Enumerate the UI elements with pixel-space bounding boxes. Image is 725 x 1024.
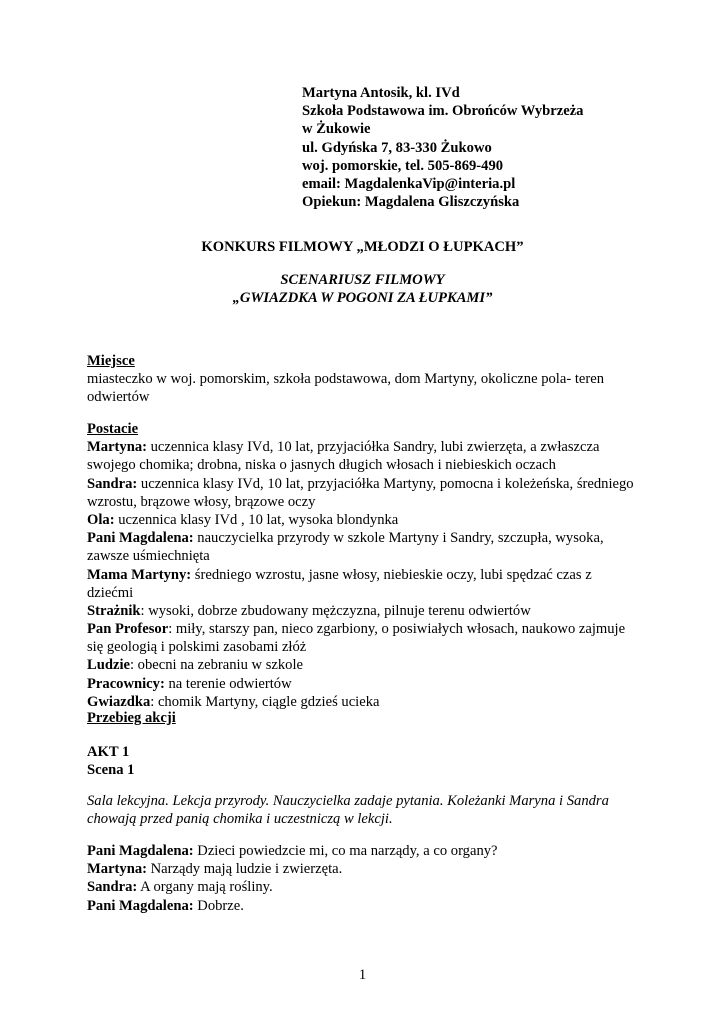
characters-section: [87, 420, 647, 711]
speaker-name: Pani Magdalena:: [87, 897, 194, 914]
dialogue-text: Narządy mają ludzie i zwierzęta.: [146, 861, 343, 878]
dialogue-line: [87, 842, 647, 860]
character-name: Pani Magdalena:: [87, 530, 194, 547]
act-scene: [87, 743, 647, 779]
character-desc-cont: się geologią i polskimi zasobami złóż: [87, 639, 307, 656]
character-desc: średniego wzrostu, jasne włosy, niebieskie oczy, lubi spędzać czas z: [191, 566, 592, 583]
header-line-town: w Żukowie: [302, 121, 371, 138]
dialogue-text: Dobrze.: [193, 897, 244, 914]
character-ludzie: [87, 656, 647, 674]
character-name: Mama Martyny:: [87, 566, 192, 583]
character-ola: [87, 511, 647, 529]
page-number: 1: [358, 967, 367, 983]
character-pan-profesor: [87, 620, 647, 638]
place-section: [87, 352, 647, 407]
character-name: Strażnik: [87, 602, 141, 619]
character-martyna: [87, 438, 647, 456]
character-name: Pracownicy:: [87, 675, 165, 692]
speaker-name: Martyna:: [87, 861, 147, 878]
character-pani-magdalena: [87, 529, 647, 547]
plot-heading: [87, 709, 647, 727]
author-header: [302, 84, 583, 211]
dialogue-line: [87, 860, 647, 878]
dialogue-line: [87, 897, 647, 915]
character-name: Gwiazdka: [87, 693, 151, 710]
character-desc-cont: swojego chomika; drobna, niska o jasnych długich włosach i niebieskich oczach: [87, 457, 556, 474]
place-text-line1: miasteczko w woj. pomorskim, szkoła podstawowa, dom Martyny, okoliczne pola- teren: [87, 371, 605, 388]
header-line-school: Szkoła Podstawowa im. Obrońców Wybrzeża: [302, 103, 584, 120]
scenario-title: SCENARIUSZ FILMOWY: [280, 272, 445, 288]
header-line-phone: woj. pomorskie, tel. 505-869-490: [302, 157, 504, 174]
header-line-author: Martyna Antosik, kl. IVd: [302, 85, 460, 101]
character-desc: na terenie odwiertów: [164, 675, 292, 692]
header-line-address: ul. Gdyńska 7, 83-330 Żukowo: [302, 139, 492, 156]
character-name: Ludzie: [87, 657, 130, 674]
dialogue: [87, 842, 647, 915]
character-desc: : miły, starszy pan, nieco zgarbiony, o posiwiałych włosach, naukowo zajmuje: [168, 621, 626, 638]
act-label: AKT 1: [87, 744, 130, 760]
dialogue-line: [87, 878, 647, 896]
stage-direction-line1: Sala lekcyjna. Lekcja przyrody. Nauczycielka zadaje pytania. Koleżanki Maryna i Sandra: [87, 793, 609, 809]
character-desc: uczennica klasy IVd, 10 lat, przyjaciółka Martyny, pomocna i koleżeńska, średniego: [137, 475, 634, 492]
header-line-email: email: MagdalenkaVip@interia.pl: [302, 175, 516, 192]
dialogue-text: Dzieci powiedzcie mi, co ma narządy, a co organy?: [193, 843, 498, 859]
contest-title: KONKURS FILMOWY „MŁODZI O ŁUPKACH”: [201, 239, 524, 255]
character-name: Sandra:: [87, 475, 138, 492]
character-desc: : wysoki, dobrze zbudowany mężczyzna, pilnuje terenu odwiertów: [140, 602, 531, 619]
character-desc-cont: dziećmi: [87, 584, 134, 601]
character-name: Ola:: [87, 511, 115, 528]
character-straznik: [87, 602, 647, 620]
stage-direction-line2: chowają przed panią chomika i uczestniczą w lekcji.: [87, 811, 393, 828]
characters-heading: Postacie: [87, 421, 139, 437]
character-desc-cont: wzrostu, brązowe włosy, brązowe oczy: [87, 493, 316, 510]
character-desc: uczennica klasy IVd , 10 lat, wysoka blondynka: [114, 511, 399, 528]
plot-heading-text: Przebieg akcji: [87, 710, 176, 726]
scene-label: Scena 1: [87, 762, 135, 779]
character-pracownicy: [87, 675, 647, 693]
stage-direction: [87, 792, 647, 828]
speaker-name: Pani Magdalena:: [87, 843, 194, 859]
character-sandra: [87, 475, 647, 493]
character-desc: : chomik Martyny, ciągle gdzieś ucieka: [150, 693, 380, 710]
character-desc: : obecni na zebraniu w szkole: [129, 657, 304, 674]
character-name: Pan Profesor: [87, 621, 169, 638]
header-line-tutor: Opiekun: Magdalena Gliszczyńska: [302, 194, 520, 211]
speaker-name: Sandra:: [87, 879, 138, 896]
film-title: „GWIAZDKA W POGONI ZA ŁUPKAMI”: [232, 290, 493, 306]
character-desc-cont: zawsze uśmiechnięta: [87, 548, 210, 565]
dialogue-text: A organy mają rośliny.: [137, 879, 273, 896]
place-heading: Miejsce: [87, 353, 135, 369]
place-text-line2: odwiertów: [87, 389, 150, 406]
character-desc: uczennica klasy IVd, 10 lat, przyjaciółka Sandry, lubi zwierzęta, a zwłaszcza: [146, 439, 600, 456]
character-name: Martyna:: [87, 439, 147, 456]
character-desc: nauczycielka przyrody w szkole Martyny i Sandry, szczupła, wysoka,: [193, 530, 604, 547]
character-mama-martyny: [87, 566, 647, 584]
